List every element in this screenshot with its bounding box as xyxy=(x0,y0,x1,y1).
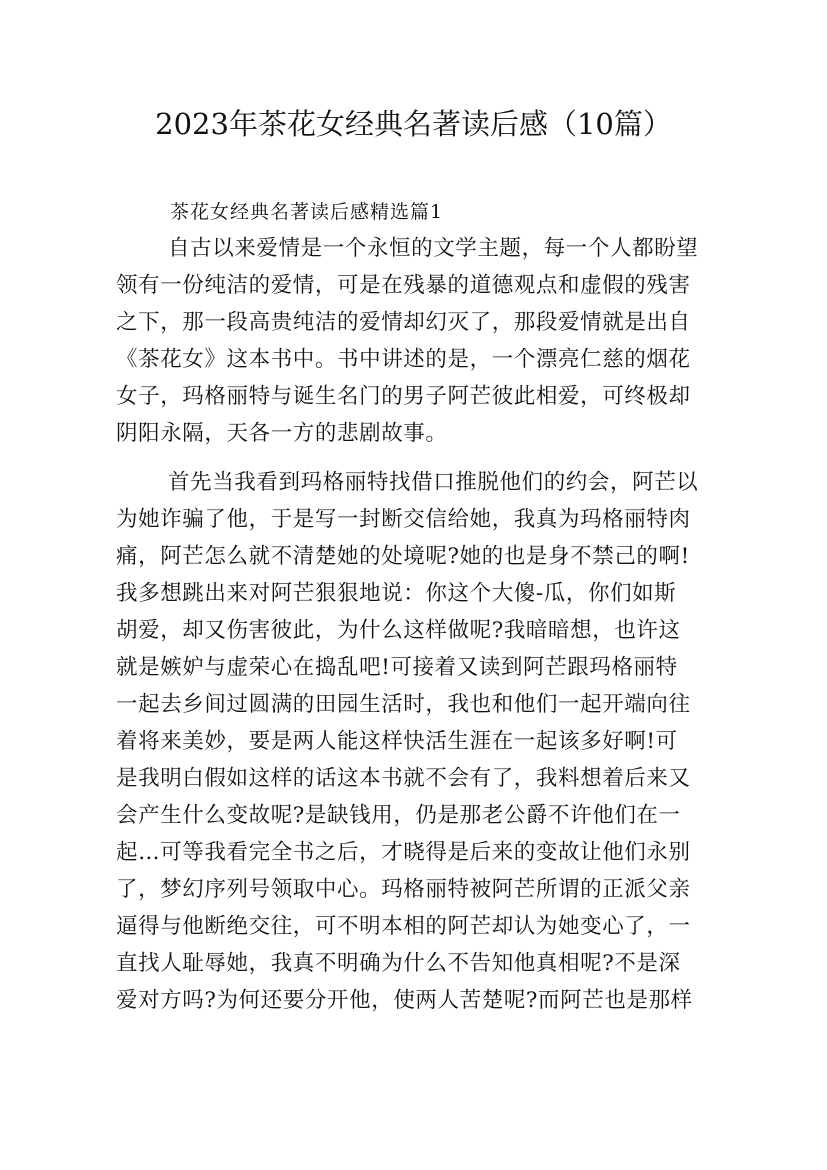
paragraph-line: 自古以来爱情是一个永恒的文学主题，每一个人都盼望 xyxy=(168,236,699,261)
paragraph-2 xyxy=(116,464,716,1019)
paragraph-line: 阴阳永隔，天各一方的悲剧故事。 xyxy=(116,421,448,446)
paragraph-line: 直找人耻辱她，我真不明确为什么不告知他真相呢?不是深 xyxy=(116,951,681,976)
paragraph-line: 胡爱，却又伤害彼此，为什么这样做呢?我暗暗想，也许这 xyxy=(116,618,681,643)
section-heading: 茶花女经典名著读后感精选篇1 xyxy=(170,201,444,223)
paragraph-line: 是我明白假如这样的话这本书就不会有了，我料想着后来又 xyxy=(116,766,691,791)
paragraph-line: 女子，玛格丽特与诞生名门的男子阿芒彼此相爱，可终极却 xyxy=(116,384,691,409)
paragraph-line: 起…可等我看完全书之后，才晓得是后来的变故让他们永别 xyxy=(116,840,691,865)
paragraph-line: 领有一份纯洁的爱情，可是在残暴的道德观点和虚假的残害 xyxy=(116,273,691,298)
paragraph-line: 就是嫉妒与虚荣心在捣乱吧!可接着又读到阿芒跟玛格丽特 xyxy=(116,655,678,680)
paragraph-line: 了，梦幻序列号领取中心。玛格丽特被阿芒所谓的正派父亲 xyxy=(116,877,691,902)
document-title: 2023年茶花女经典名著读后感（10篇） xyxy=(155,107,672,141)
paragraph-line: 爱对方吗?为何还要分开他，使两人苦楚呢?而阿芒也是那样 xyxy=(116,988,693,1013)
paragraph-line: 着将来美妙，要是两人能这样快活生涯在一起该多好啊!可 xyxy=(116,729,678,754)
paragraph-line: 痛，阿芒怎么就不清楚她的处境呢?她的也是身不禁己的啊! xyxy=(116,544,690,569)
paragraph-line: 我多想跳出来对阿芒狠狠地说：你这个大傻-瓜，你们如斯 xyxy=(116,581,677,606)
paragraph-1 xyxy=(116,230,716,452)
paragraph-line: 《茶花女》这本书中。书中讲述的是，一个漂亮仁慈的烟花 xyxy=(116,347,691,372)
paragraph-line: 首先当我看到玛格丽特找借口推脱他们的约会，阿芒以 xyxy=(168,470,699,495)
paragraph-line: 之下，那一段高贵纯洁的爱情却幻灭了，那段爱情就是出自 xyxy=(116,310,691,335)
paragraph-line: 为她诈骗了他，于是写一封断交信给她，我真为玛格丽特肉 xyxy=(116,507,691,532)
paragraph-line: 一起去乡间过圆满的田园生活时，我也和他们一起开端向往 xyxy=(116,692,691,717)
paragraph-line: 会产生什么变故呢?是缺钱用，仍是那老公爵不许他们在一 xyxy=(116,803,681,828)
paragraph-line: 逼得与他断绝交往，可不明本相的阿芒却认为她变心了，一 xyxy=(116,914,691,939)
